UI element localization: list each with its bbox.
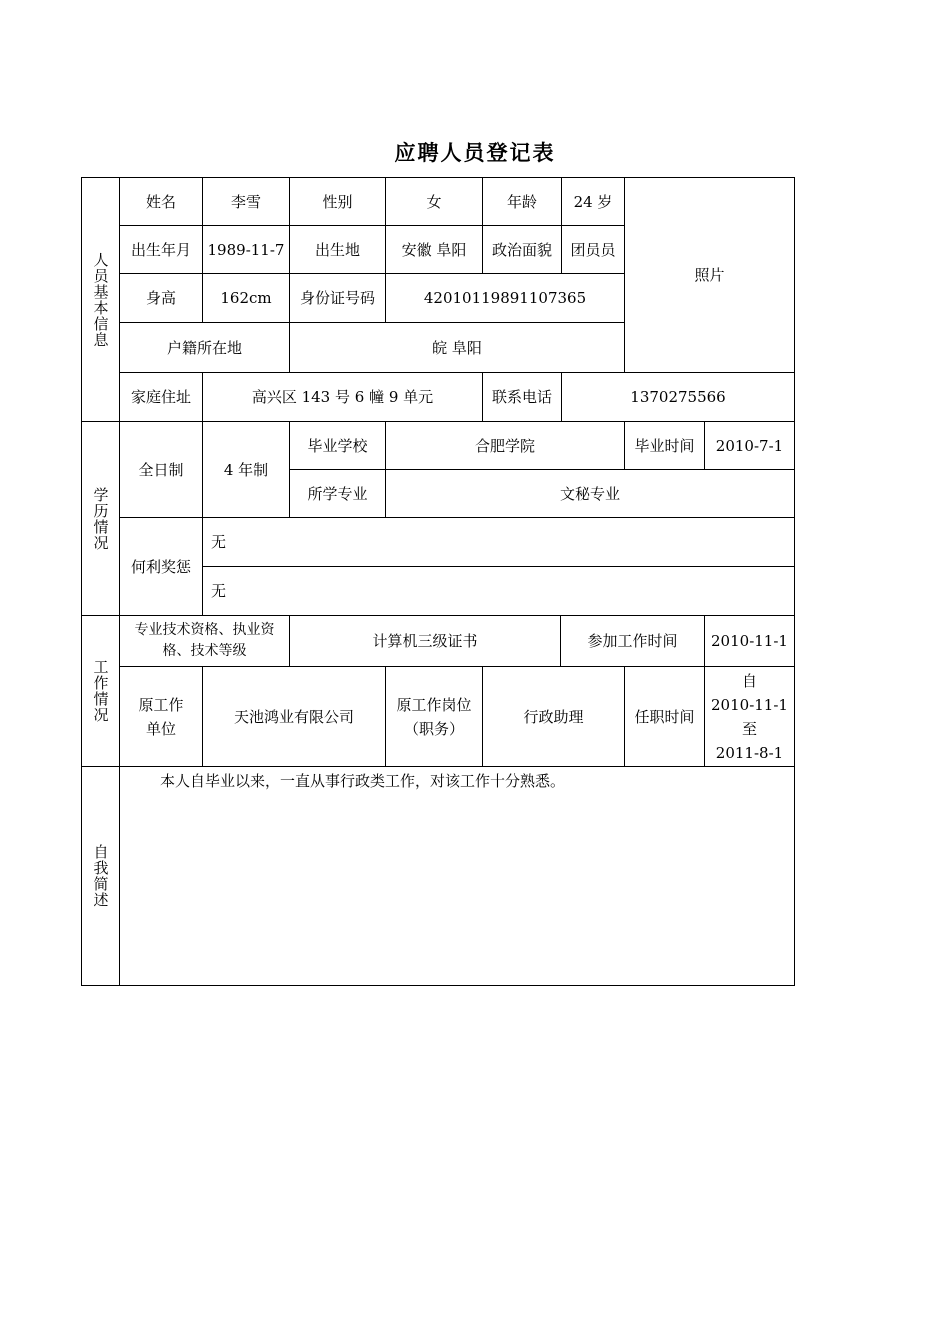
label-prev-position-line1: 原工作岗位 [396,695,472,714]
label-phone: 联系电话 [482,372,562,422]
label-major: 所学专业 [289,469,386,518]
section-self-intro: 自我简述 [81,766,120,986]
label-prev-employer-line2: 单位 [145,719,176,738]
value-id-number: 42010119891107365 [385,273,625,323]
value-graduation-time: 2010-7-1 [704,421,795,470]
label-prev-employer-line1: 原工作 [138,695,184,714]
value-tenure [704,666,795,767]
value-graduated-school: 合肥学院 [385,421,625,470]
value-home-address: 高兴区 143 号 6 幢 9 单元 [202,372,483,422]
label-qualification-line2: 格、技术等级 [162,643,247,659]
value-prev-position: 行政助理 [482,666,625,767]
label-qualification-line1: 专业技术资格、执业资 [134,622,275,638]
value-name: 李雪 [202,177,290,226]
label-gender: 性别 [289,177,386,226]
section-education: 学历情况 [81,421,120,616]
label-home-address: 家庭住址 [119,372,203,422]
value-study-length: 4 年制 [202,421,290,518]
label-height: 身高 [119,273,203,323]
value-birth-date: 1989-11-7 [202,225,290,274]
label-name: 姓名 [119,177,203,226]
value-age: 24 岁 [561,177,625,226]
value-height: 162cm [202,273,290,323]
tenure-from-word: 自 [741,671,757,690]
section-basic-info: 人员基本信息 [81,177,120,422]
label-birthplace: 出生地 [289,225,386,274]
tenure-from-date: 2010-11-1 [711,695,788,714]
label-awards: 何利奖惩 [119,517,203,616]
value-qualification: 计算机三级证书 [289,615,561,667]
label-prev-employer [119,666,203,767]
label-prev-position-line2: （职务） [403,719,464,738]
label-work-start-time: 参加工作时间 [560,615,705,667]
section-work: 工作情况 [81,615,120,767]
value-phone: 1370275566 [561,372,795,422]
label-graduation-time: 毕业时间 [624,421,705,470]
value-study-mode: 全日制 [119,421,203,518]
label-graduated-school: 毕业学校 [289,421,386,470]
value-prev-employer: 天池鸿业有限公司 [202,666,386,767]
value-birthplace: 安徽 阜阳 [385,225,483,274]
photo-box: 照片 [624,177,795,373]
label-hukou: 户籍所在地 [119,322,290,373]
tenure-to-date: 2011-8-1 [715,743,784,762]
label-id-number: 身份证号码 [289,273,386,323]
label-prev-position [385,666,483,767]
value-gender: 女 [385,177,483,226]
value-work-start-time: 2010-11-1 [704,615,795,667]
label-qualification [119,615,290,667]
value-major: 文秘专业 [385,469,795,518]
value-political-status: 团员员 [561,225,625,274]
value-self-intro: 本人自毕业以来，一直从事行政类工作，对该工作十分熟悉。 [119,766,795,986]
value-hukou: 皖 阜阳 [289,322,625,373]
tenure-to-word: 至 [741,719,757,738]
label-age: 年龄 [482,177,562,226]
value-award-2: 无 [202,566,795,616]
label-birth-date: 出生年月 [119,225,203,274]
label-political-status: 政治面貌 [482,225,562,274]
form-title: 应聘人员登记表 [394,140,556,165]
label-tenure: 任职时间 [624,666,705,767]
value-award-1: 无 [202,517,795,567]
